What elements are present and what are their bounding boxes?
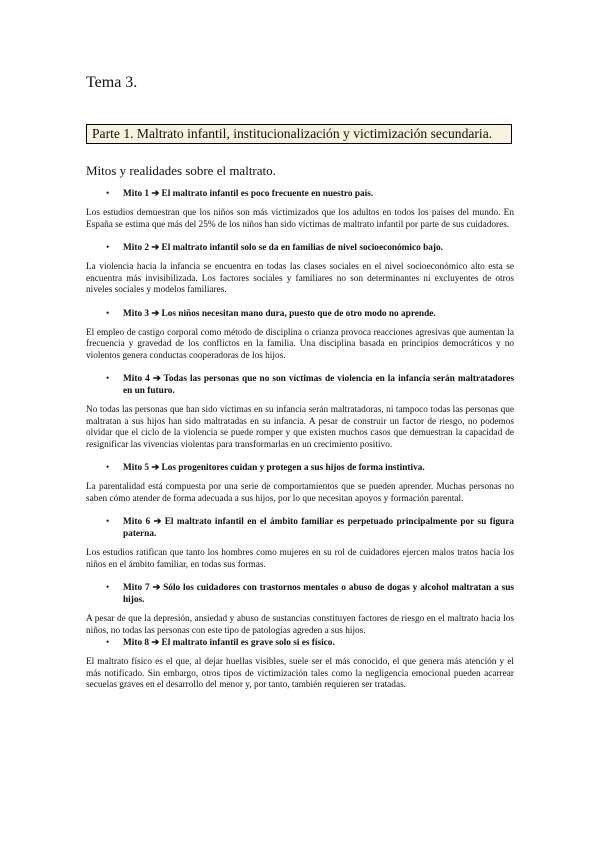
myth-text: Mito 7 ➔ Sólo los cuidadores con trastornos mentales o abuso de dogas y alcohol maltratan a sus hijos. [123,583,514,605]
myth-text: Mito 2 ➔ El maltrato infantil solo se da en familias de nivel socioeconómico bajo. [123,243,443,253]
myth-explanation: La violencia hacia la infancia se encuentra en todas las clases sociales en el nivel socioeconómico alto esta se encuentra más invisibilizada. Los factores sociales y familiares no son determinantes ni excluyentes de otros niveles sociales y modelos familiares. [86,262,514,295]
myth-explanation: La parentalidad está compuesta por una serie de comportamientos que se pueden aprender. Muchas personas no saben cómo atender de forma adecuada a sus hijos, por lo que necesitan apoyos y formación parental. [86,482,514,504]
bullet-icon: • [106,638,110,648]
bullet-icon: • [106,583,110,593]
bullet-icon: • [106,308,110,319]
subheading: Mitos y realidades sobre el maltrato. [86,163,276,178]
bullet-icon: • [106,463,110,473]
bullet-icon: • [106,374,110,384]
myth-text: Mito 3 ➔ Los niños necesitan mano dura, puesto que de otro modo no aprende. [123,308,436,319]
myth-heading [86,516,514,540]
myth-text: Mito 8 ➔ El maltrato infantil es grave solo si es físico. [123,638,335,648]
myth-heading [86,582,514,606]
myth-explanation: Los estudios demuestran que los niños son más victimizados que los adultos en todos los países del mundo. En España se estima que más del 25% de los niños han sido víctimas de maltrato infantil por parte de sus cuidadores. [86,208,514,230]
myth-text: Mito 5 ➔ Los progenitores cuidan y protegen a sus hijos de forma instintiva. [123,463,425,473]
bullet-icon: • [106,189,110,199]
myth-text: Mito 1 ➔ El maltrato infantil es poco frecuente en nuestro país. [123,189,374,199]
myth-text: Mito 4 ➔ Todas las personas que no son víctimas de violencia en la infancia serán maltratadores en un futuro. [123,374,514,396]
myth-heading [86,462,514,474]
page-title: Tema 3. [86,74,138,91]
myth-explanation: Los estudios ratifican que tanto los hombres como mujeres en su rol de cuidadores ejercen malos tratos hacia los niños en el ámbito familiar, en todas sus formas. [86,548,514,570]
myth-heading [86,242,514,254]
myths-list [86,188,514,692]
bullet-icon: • [106,243,110,253]
myth-heading [86,188,514,200]
section-heading: Parte 1. Maltrato infantil, institucionalización y victimización secundaria. [86,124,512,144]
myth-explanation: El maltrato físico es el que, al dejar huellas visibles, suele ser el más conocido, el que genera más atención y el más notificado. Sin embargo, otros tipos de victimización tales como la negligencia emocional pueden acarrear secuelas graves en el desarrollo del menor y, por tanto, también requieren ser tratadas. [86,657,514,690]
bullet-icon: • [106,517,110,527]
myth-explanation: No todas las personas que han sido víctimas en su infancia serán maltratadoras, ni tampoco todas las personas que maltratan a sus hijos han sido maltratadas en su infancia. A pesar de construir un factor de riesgo, no podemos olvidar que el ciclo de la violencia se puede romper y que existen muchos casos que demuestran la capacidad de resignificar las vivencias violentas para transformarlas en un crecimiento positivo. [86,405,514,450]
myth-heading [86,308,514,320]
myth-explanation: El empleo de castigo corporal como método de disciplina o crianza provoca reacciones agresivas que aumentan la frecuencia y gravedad de los conflictos en la familia. Una disciplina basada en principios democráticos y no violentos genera conductas cooperadoras de los hijos. [86,327,514,361]
myth-explanation: A pesar de que la depresión, ansiedad y abuso de sustancias constituyen factores de riesgo en el maltrato hacia los niños, no todas las personas con este tipo de patologías agreden a sus hijos. [86,614,514,636]
myth-heading [86,637,514,649]
myth-heading [86,373,514,397]
myth-text: Mito 6 ➔ El maltrato infantil en el ámbito familiar es perpetuado principalmente por su figura paterna. [123,517,514,539]
